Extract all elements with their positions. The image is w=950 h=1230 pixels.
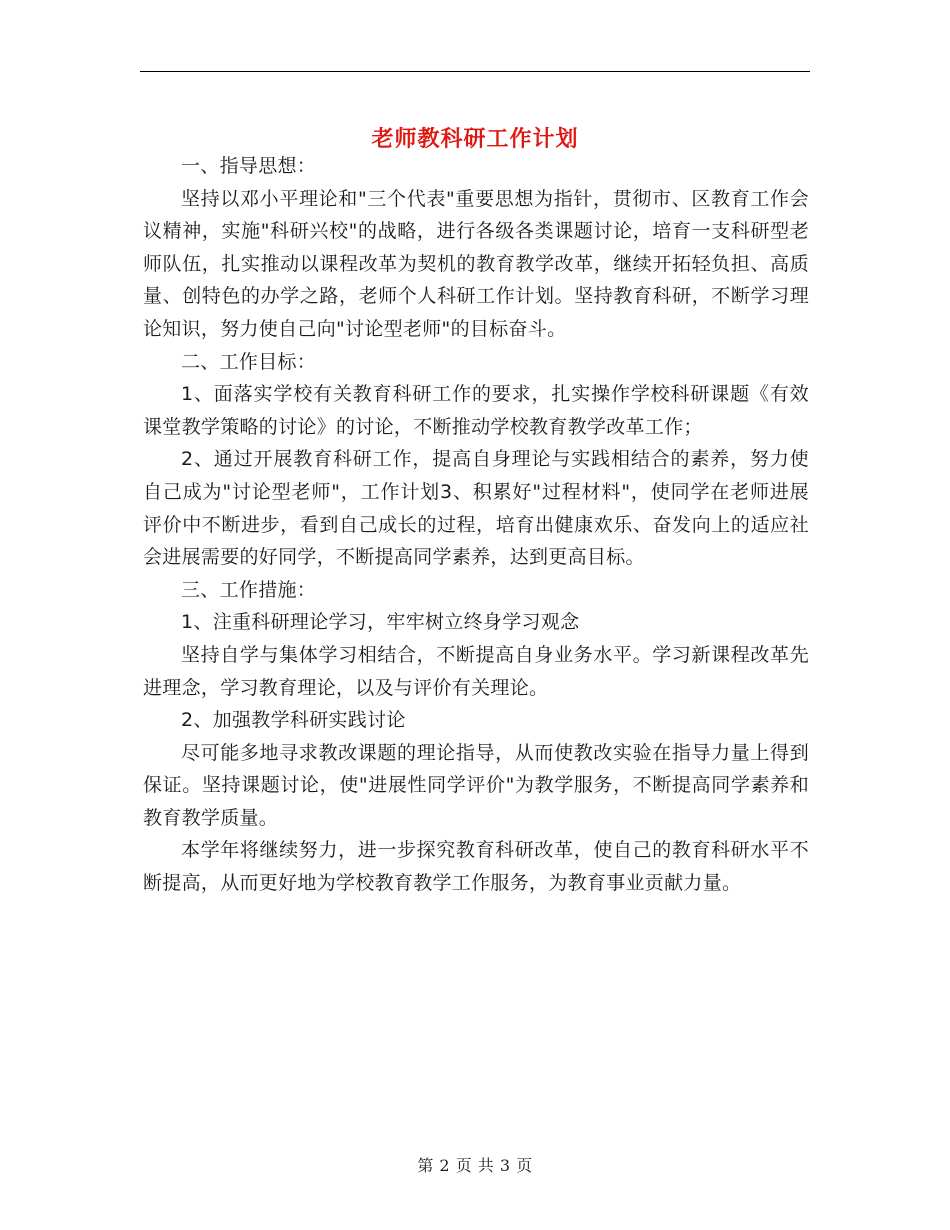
paragraph-goal-2: 2、通过开展教育科研工作，提高自身理论与实践相结合的素养，努力使自己成为"讨论型老师"，工作计划3、积累好"过程材料"，使同学在老师进展评价中不断进步，看到自己成长的过程，培育出健康欢乐、奋发向上的适应社会进展需要的好同学，不断提高同学素养，达到更高目标。	[143, 448, 809, 569]
section-heading-work-goals: 二、工作目标：	[181, 350, 317, 373]
paragraph-measure-1: 坚持自学与集体学习相结合，不断提高自身业务水平。学习新课程改革先进理念，学习教育理论，以及与评价有关理论。	[143, 643, 809, 699]
measure-1-heading: 1、注重科研理论学习，牢牢树立终身学习观念	[181, 611, 580, 634]
measure-2-heading: 2、加强教学科研实践讨论	[181, 709, 406, 732]
section-heading-work-measures: 三、工作措施：	[181, 578, 317, 601]
header-rule	[140, 71, 810, 72]
document-body	[143, 150, 809, 900]
paragraph-guiding-thought: 坚持以邓小平理论和"三个代表"重要思想为指针，贯彻市、区教育工作会议精神，实施"科研兴校"的战略，进行各级各类课题讨论，培育一支科研型老师队伍，扎实推动以课程改革为契机的教育教学改革，继续开拓轻负担、高质量、创特色的办学之路，老师个人科研工作计划。坚持教育科研，不断学习理论知识，努力使自己向"讨论型老师"的目标奋斗。	[143, 187, 809, 340]
paragraph-goal-1: 1、面落实学校有关教育科研工作的要求，扎实操作学校科研课题《有效课堂教学策略的讨论》的讨论，不断推动学校教育教学改革工作；	[143, 383, 809, 438]
document-title: 老师教科研工作计划	[371, 126, 579, 152]
paragraph-conclusion: 本学年将继续努力，进一步探究教育科研改革，使自己的教育科研水平不断提高，从而更好地为学校教育教学工作服务，为教育事业贡献力量。	[143, 839, 809, 895]
page-number: 第 2 页 共 3 页	[417, 1156, 533, 1175]
section-heading-guiding-thought: 一、指导思想：	[181, 155, 317, 177]
paragraph-measure-2: 尽可能多地寻求教改课题的理论指导，从而使教改实验在指导力量上得到保证。坚持课题讨论，使"进展性同学评价"为教学服务，不断提高同学素养和教育教学质量。	[143, 741, 809, 829]
